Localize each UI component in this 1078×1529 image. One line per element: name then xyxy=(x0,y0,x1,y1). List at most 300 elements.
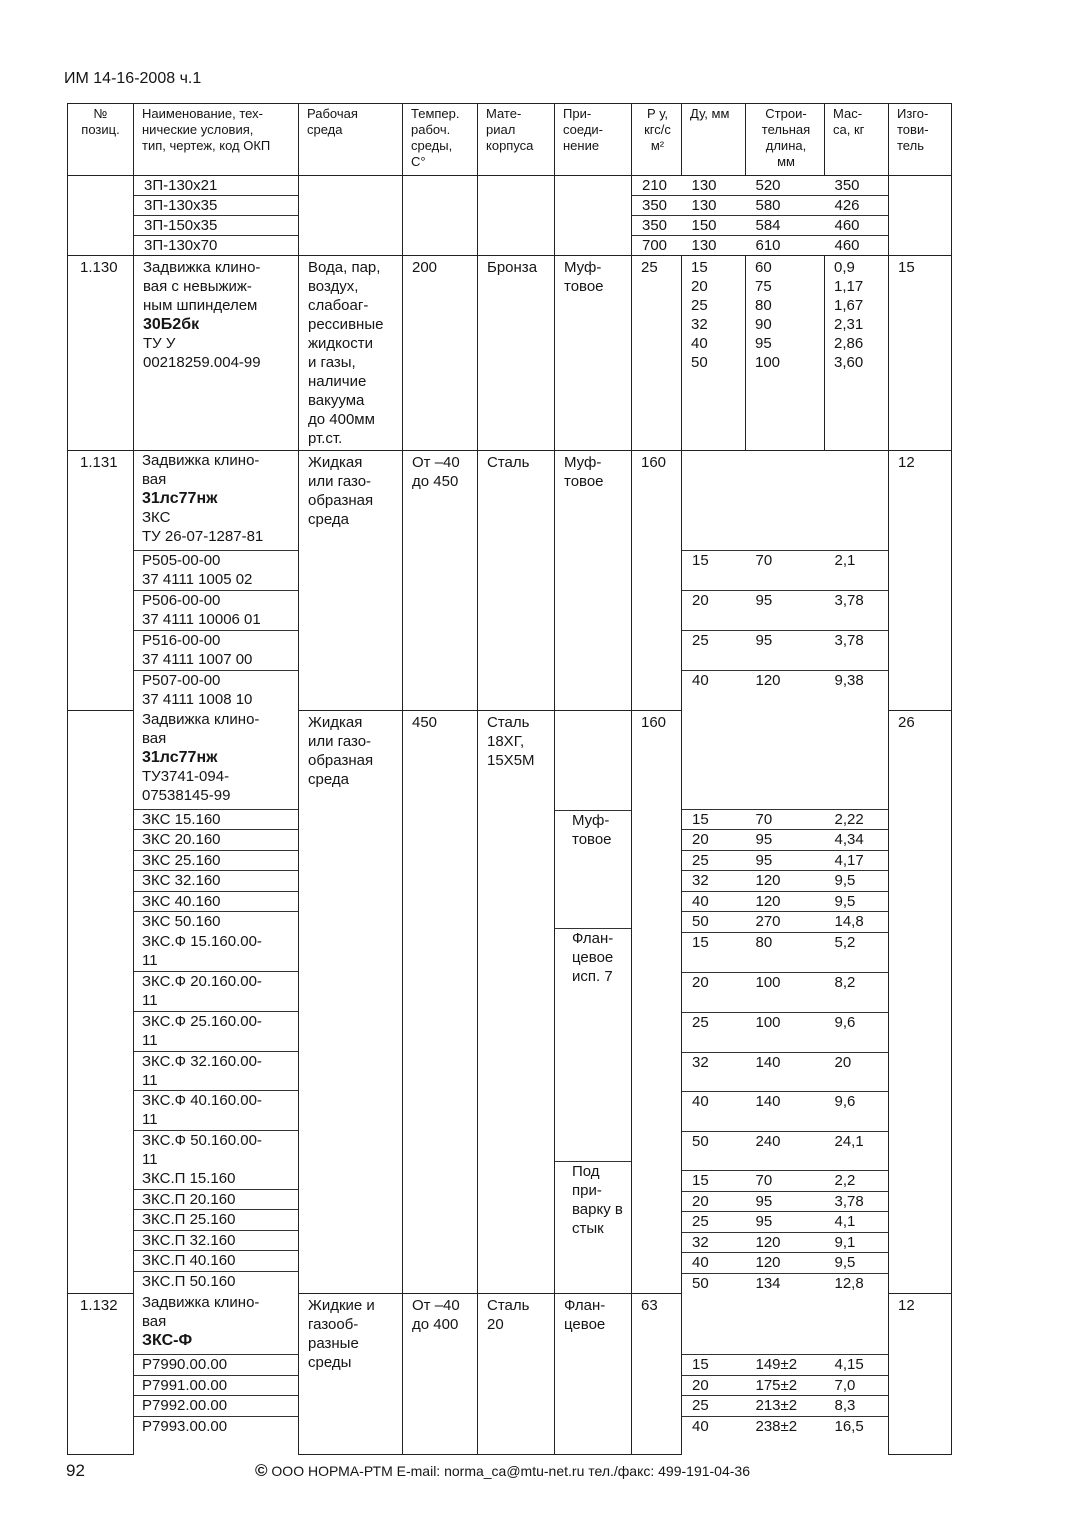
sub-row: 175±2 xyxy=(746,1376,825,1396)
model-title: 30Б2бк xyxy=(143,316,200,333)
item-spec xyxy=(143,334,292,372)
text-line: среда xyxy=(307,122,343,137)
text-line: жидкости xyxy=(308,335,373,352)
sub-row-text: ЗКС.Ф 15.160.00- xyxy=(142,933,262,950)
text-line: цевое xyxy=(572,948,614,966)
text-line: Муф- xyxy=(564,259,602,276)
text-line: среда xyxy=(308,770,349,788)
table-row xyxy=(68,256,952,451)
sub-row: 32 xyxy=(682,871,746,892)
text-line: нение xyxy=(563,138,600,153)
sub-row: 120 xyxy=(755,672,781,689)
text-line: ЗКС xyxy=(142,509,171,526)
text-line: варку в xyxy=(572,1200,623,1218)
text-line: 20 xyxy=(691,278,708,295)
manufacturer-cell xyxy=(889,176,952,256)
col-header-name xyxy=(134,104,299,176)
col-header-medium xyxy=(299,104,403,176)
sub-row: 3,78 xyxy=(825,591,889,631)
text-line: От –40 xyxy=(412,454,460,471)
sub-row: ЗКС 15.160 xyxy=(134,810,298,830)
sub-row: 2,22 xyxy=(825,810,889,830)
item-description xyxy=(143,258,292,315)
col-header-material xyxy=(478,104,555,176)
sub-row-text: 11 xyxy=(142,1151,158,1168)
table-row xyxy=(68,451,952,711)
sub-row: 25 xyxy=(682,1212,746,1233)
sub-row: 4,1 xyxy=(825,1212,889,1233)
text-line: 1,67 xyxy=(834,297,864,314)
sub-row: 580 xyxy=(746,196,825,216)
sub-row: 240 xyxy=(746,1132,825,1171)
text-line: 15 xyxy=(691,259,708,276)
text-line: Вода, пар, xyxy=(308,259,381,276)
manufacturer-cell: 12 xyxy=(889,1293,952,1454)
length-cell xyxy=(746,451,825,711)
text-line: Сталь xyxy=(487,713,530,731)
text-line: Флан- xyxy=(572,929,614,947)
mass-cell xyxy=(825,710,889,1293)
text-line: 95 xyxy=(755,335,772,352)
sub-row: 3П-130х70 xyxy=(144,237,218,254)
mass-cell xyxy=(825,256,889,451)
sub-row: Р7993.00.00 xyxy=(142,1418,228,1435)
col-header-nominal-diameter xyxy=(682,104,746,176)
connection-cell xyxy=(555,176,632,256)
table-row xyxy=(68,710,952,1293)
text-line: 18ХГ, xyxy=(487,732,525,750)
sub-row-text: 11 xyxy=(142,992,158,1009)
diameter-cell xyxy=(682,256,746,451)
text-line: тови- xyxy=(897,122,929,137)
temperature-cell xyxy=(403,176,478,256)
sub-row: 20 xyxy=(682,1192,746,1212)
sub-row xyxy=(134,631,298,671)
sub-row: 270 xyxy=(746,912,825,933)
sub-row-text: ЗКС.Ф 20.160.00- xyxy=(142,973,262,990)
sub-row: Р7992.00.00 xyxy=(134,1396,298,1417)
sub-row: 40 xyxy=(682,1092,746,1132)
sub-row: 50 xyxy=(692,1275,709,1292)
text-line: 20 xyxy=(487,1315,504,1333)
text-line: среды xyxy=(308,1353,352,1371)
text-line: корпуса xyxy=(486,138,534,153)
sub-row: 20 xyxy=(682,973,746,1013)
text-line: Изго- xyxy=(897,106,929,121)
sub-row: 4,34 xyxy=(825,830,889,851)
sub-row: 70 xyxy=(746,1171,825,1192)
sub-row: 9,6 xyxy=(825,1092,889,1132)
text-line: тель xyxy=(897,138,924,153)
col-header-length xyxy=(746,104,825,176)
sub-row: 3П-150х35 xyxy=(134,216,298,236)
text-line: позиц. xyxy=(81,122,120,137)
sub-row: 238±2 xyxy=(755,1418,798,1435)
sub-row: 120 xyxy=(746,892,825,912)
copyright-icon: © xyxy=(255,1461,268,1480)
col-header-pressure xyxy=(632,104,682,176)
sub-row: ЗКС 40.160 xyxy=(134,892,298,912)
text-line: Рабочая xyxy=(307,106,358,121)
text-line: или газо- xyxy=(308,732,372,750)
medium-cell xyxy=(299,451,403,711)
material-cell xyxy=(478,1293,555,1454)
temperature-cell xyxy=(403,1293,478,1454)
sub-row: 120 xyxy=(746,871,825,892)
text-line: 1,17 xyxy=(834,278,864,295)
sub-row: 3,78 xyxy=(825,631,889,671)
text-line: ТУ У xyxy=(143,335,176,352)
text-line: газооб- xyxy=(308,1315,359,1333)
text-line: 75 xyxy=(755,278,772,295)
page-number: 92 xyxy=(66,1461,85,1480)
text-line: Под xyxy=(572,1162,600,1180)
text-line: среды, xyxy=(411,138,453,153)
valve-spec-table xyxy=(67,103,952,1455)
text-line: С° xyxy=(411,154,426,169)
text-line: ТУ 26-07-1287-81 xyxy=(142,528,264,545)
text-line: № xyxy=(93,106,108,121)
sub-row: 460 xyxy=(834,237,860,254)
sub-row: 9,5 xyxy=(825,892,889,912)
sub-row-text: Р506-00-00 xyxy=(142,592,221,609)
sub-row: 95 xyxy=(746,1212,825,1233)
sub-row: 3П-130х21 xyxy=(134,176,298,196)
sub-row: 70 xyxy=(746,810,825,830)
sub-row-text: 37 4111 1008 10 xyxy=(142,691,253,708)
text-line: кгс/с xyxy=(644,122,671,137)
sub-row-text: ЗКС.Ф 40.160.00- xyxy=(142,1092,262,1109)
sub-row: 350 xyxy=(825,176,889,196)
sub-row: 584 xyxy=(746,216,825,236)
sub-row: 9,6 xyxy=(825,1013,889,1053)
text-line: мм xyxy=(777,154,795,169)
text-line: наличие xyxy=(308,373,367,390)
text-line: са, кг xyxy=(833,122,865,137)
temperature-cell: 200 xyxy=(403,256,478,451)
medium-cell xyxy=(299,256,403,451)
sub-row: ЗКС 50.160 xyxy=(142,913,221,930)
text-line: вая xyxy=(142,471,167,488)
sub-row: ЗКС.П 20.160 xyxy=(134,1190,298,1210)
medium-cell xyxy=(299,176,403,256)
text-line: тельная xyxy=(761,122,811,137)
text-line: Мас- xyxy=(833,106,863,121)
sub-row: 20 xyxy=(682,591,746,631)
text-line: слабоаг- xyxy=(308,297,369,314)
text-line: длина, xyxy=(765,138,807,153)
text-line: 40 xyxy=(691,335,708,352)
name-cell xyxy=(134,710,299,1293)
sub-row: ЗКС.П 25.160 xyxy=(134,1210,298,1231)
sub-row: 426 xyxy=(825,196,889,216)
sub-row: 25 xyxy=(682,1396,746,1417)
length-cell xyxy=(746,1293,825,1454)
table-row xyxy=(68,176,952,256)
medium-cell xyxy=(299,1293,403,1454)
text-line: или газо- xyxy=(308,473,372,490)
connection-cell xyxy=(555,1293,632,1454)
text-line: до 450 xyxy=(412,473,459,490)
material-cell: Сталь xyxy=(478,451,555,711)
sub-row xyxy=(134,932,298,972)
sub-row: 16,5 xyxy=(834,1418,864,1435)
sub-row: 15 xyxy=(682,1171,746,1192)
sub-row: 120 xyxy=(746,1233,825,1253)
sub-row: 130 xyxy=(691,237,717,254)
material-cell xyxy=(478,176,555,256)
sub-row: 2,1 xyxy=(825,551,889,591)
text-line: При- xyxy=(563,106,592,121)
position-cell: 1.132 xyxy=(68,1293,134,1454)
publisher-contacts: ООО НОРМА-РТМ E-mail: norma_ca@mtu-net.ru тел./факс: 499-191-04-36 xyxy=(271,1463,750,1479)
sub-row xyxy=(134,671,298,709)
length-cell xyxy=(746,176,825,256)
sub-row: 150 xyxy=(682,216,746,236)
sub-row xyxy=(134,1052,298,1091)
diameter-cell xyxy=(682,176,746,256)
sub-row: 20 xyxy=(682,830,746,851)
col-header-manufacturer xyxy=(889,104,952,176)
sub-row: 7,0 xyxy=(825,1376,889,1396)
item-spec xyxy=(142,508,294,546)
sub-row-text: ЗКС.Ф 32.160.00- xyxy=(142,1053,262,1070)
sub-row: 70 xyxy=(746,551,825,591)
text-line: 25 xyxy=(691,297,708,314)
sub-row: 8,3 xyxy=(825,1396,889,1417)
text-line: Муф- xyxy=(572,811,610,829)
text-line: 50 xyxy=(691,354,708,371)
sub-row: 12,8 xyxy=(834,1275,864,1292)
mass-cell xyxy=(825,176,889,256)
sub-row: 350 xyxy=(632,216,682,236)
diameter-cell xyxy=(682,710,746,1293)
sub-row: 95 xyxy=(746,591,825,631)
text-line: Задвижка клино- xyxy=(142,1294,260,1311)
sub-row: 610 xyxy=(755,237,781,254)
sub-row: 100 xyxy=(746,1013,825,1053)
sub-row: ЗКС.П 32.160 xyxy=(134,1231,298,1251)
name-cell xyxy=(134,256,299,451)
sub-row: 15 xyxy=(682,933,746,973)
text-line: Муф- xyxy=(564,454,602,471)
sub-row xyxy=(134,1091,298,1131)
sub-row: 80 xyxy=(746,933,825,973)
table-row xyxy=(68,1293,952,1454)
sub-row: ЗКС 32.160 xyxy=(134,871,298,892)
sub-row: 25 xyxy=(682,631,746,671)
sub-row: 14,8 xyxy=(825,912,889,933)
manufacturer-cell: 12 xyxy=(889,451,952,711)
text-line: Строи- xyxy=(765,106,807,121)
text-line: до 400мм xyxy=(308,411,375,428)
sub-row: ЗКС.П 15.160 xyxy=(134,1169,298,1190)
temperature-cell: 450 xyxy=(403,710,478,1293)
text-line: 60 xyxy=(755,259,772,276)
col-header-mass xyxy=(825,104,889,176)
text-line: 32 xyxy=(691,316,708,333)
text-line: м² xyxy=(650,138,665,153)
text-line: вакуума xyxy=(308,392,365,409)
sub-row: 95 xyxy=(746,851,825,871)
text-line: Мате- xyxy=(486,106,522,121)
pressure-cell xyxy=(632,176,682,256)
text-line: ным шпинделем xyxy=(143,297,258,314)
text-line: разные xyxy=(308,1334,359,1352)
sub-row: 95 xyxy=(746,631,825,671)
col-header-connection xyxy=(555,104,632,176)
sub-row-text: 37 4111 1007 00 xyxy=(142,651,253,668)
manufacturer-cell: 26 xyxy=(889,710,952,1293)
text-line: образная xyxy=(308,492,374,509)
item-description xyxy=(142,710,294,748)
sub-row-text: Р516-00-00 xyxy=(142,632,221,649)
sub-row: 4,15 xyxy=(825,1355,889,1376)
sub-row: ЗКС 25.160 xyxy=(134,851,298,871)
sub-row-text: ЗКС.Ф 50.160.00- xyxy=(142,1132,262,1149)
sub-row: 130 xyxy=(682,176,746,196)
sub-row: 20 xyxy=(825,1053,889,1092)
text-line: и газы, xyxy=(308,354,356,371)
sub-row: 15 xyxy=(682,551,746,591)
pressure-cell: 160 xyxy=(632,451,682,711)
text-line: рабоч. xyxy=(411,122,451,137)
text-line: риал xyxy=(486,122,516,137)
sub-row: ЗКС 20.160 xyxy=(134,830,298,851)
sub-row-text: Р507-00-00 xyxy=(142,672,221,689)
sub-row: 2,2 xyxy=(825,1171,889,1192)
text-line: цевое xyxy=(564,1315,606,1333)
sub-row: ЗКС.П 50.160 xyxy=(142,1273,236,1290)
sub-row-text: 37 4111 1005 02 xyxy=(142,571,253,588)
text-line: товое xyxy=(564,473,604,490)
text-line: Наименование, тех- xyxy=(142,106,263,121)
text-line: стык xyxy=(572,1219,604,1237)
connection-cell xyxy=(555,256,632,451)
sub-row: 9,5 xyxy=(825,1253,889,1274)
item-spec xyxy=(142,767,294,805)
text-line: Задвижка клино- xyxy=(142,711,260,728)
sub-row xyxy=(134,591,298,631)
text-line: Ду, мм xyxy=(690,106,730,121)
sub-row: 15 xyxy=(682,810,746,830)
sub-row: 100 xyxy=(746,973,825,1013)
text-line: Жидкая xyxy=(308,454,363,471)
sub-row: 40 xyxy=(682,1253,746,1274)
diameter-cell xyxy=(682,1293,746,1454)
text-line: тип, чертеж, код ОКП xyxy=(142,138,271,153)
sub-row-text: 11 xyxy=(142,1072,158,1089)
sub-row: 140 xyxy=(746,1092,825,1132)
sub-row: 350 xyxy=(632,196,682,216)
text-line: товое xyxy=(564,278,604,295)
sub-row: 32 xyxy=(682,1053,746,1092)
text-line: нические условия, xyxy=(142,122,254,137)
text-line: 0,9 xyxy=(834,259,855,276)
sub-row: 50 xyxy=(682,912,746,933)
sub-row: 25 xyxy=(682,851,746,871)
connection-cell xyxy=(555,710,632,1293)
diameter-cell xyxy=(682,451,746,711)
text-line: товое xyxy=(572,830,612,848)
col-header-temperature xyxy=(403,104,478,176)
model-title: 31лс77нж xyxy=(142,490,218,507)
sub-row: 134 xyxy=(755,1275,781,1292)
text-line: 90 xyxy=(755,316,772,333)
sub-row: 140 xyxy=(746,1053,825,1092)
sub-row xyxy=(134,972,298,1012)
sub-row: 5,2 xyxy=(825,933,889,973)
pressure-cell: 160 xyxy=(632,710,682,1293)
mass-cell xyxy=(825,1293,889,1454)
text-line: 15Х5М xyxy=(487,751,535,769)
model-title: 31лс77нж xyxy=(142,749,218,766)
text-line: рт.ст. xyxy=(308,430,343,447)
text-line: соеди- xyxy=(563,122,603,137)
footer-publisher xyxy=(255,1461,750,1481)
sub-row: 8,2 xyxy=(825,973,889,1013)
text-line: Жидкие и xyxy=(308,1296,375,1314)
pressure-cell: 63 xyxy=(632,1293,682,1454)
material-cell: Бронза xyxy=(478,256,555,451)
position-cell xyxy=(68,176,134,256)
length-cell xyxy=(746,256,825,451)
text-line: Флан- xyxy=(564,1296,606,1314)
connection-cell xyxy=(555,451,632,711)
sub-row: 95 xyxy=(746,830,825,851)
text-line: образная xyxy=(308,751,374,769)
sub-row-text: 11 xyxy=(142,952,158,969)
sub-row: 24,1 xyxy=(825,1132,889,1171)
item-description xyxy=(142,1293,294,1331)
sub-row: 210 xyxy=(632,176,682,196)
col-header-position xyxy=(68,104,134,176)
sub-row xyxy=(134,551,298,591)
sub-row: 3П-130х35 xyxy=(134,196,298,216)
sub-row: Р7991.00.00 xyxy=(134,1376,298,1396)
material-cell xyxy=(478,710,555,1293)
sub-row-text: 11 xyxy=(142,1111,158,1128)
text-line: 2,86 xyxy=(834,335,864,352)
text-line: Р у, xyxy=(646,106,669,121)
position-cell: 1.130 xyxy=(68,256,134,451)
text-line: рессивные xyxy=(308,316,384,333)
mass-cell xyxy=(825,451,889,711)
text-line: От –40 xyxy=(412,1296,460,1314)
manufacturer-cell: 15 xyxy=(889,256,952,451)
text-line: Сталь xyxy=(487,1296,530,1314)
text-line: Задвижка клино- xyxy=(142,452,260,469)
item-description xyxy=(142,451,294,489)
sub-row: 32 xyxy=(682,1233,746,1253)
text-line: ТУ3741-094- xyxy=(142,768,230,785)
text-line: Жидкая xyxy=(308,713,363,731)
text-line: вая с невыжиж- xyxy=(143,278,252,295)
name-cell xyxy=(134,1293,299,1454)
sub-row: 213±2 xyxy=(746,1396,825,1417)
sub-row: 9,1 xyxy=(825,1233,889,1253)
sub-row: 9,5 xyxy=(825,871,889,892)
text-line: 00218259.004-99 xyxy=(143,354,261,371)
sub-row xyxy=(134,1012,298,1052)
sub-row: 95 xyxy=(746,1192,825,1212)
sub-row: 15 xyxy=(682,1355,746,1376)
sub-row: 40 xyxy=(692,1418,709,1435)
text-line: 07538145-99 xyxy=(142,787,231,804)
text-line: Темпер. xyxy=(411,106,460,121)
text-line: вая xyxy=(142,730,167,747)
text-line: 2,31 xyxy=(834,316,864,333)
